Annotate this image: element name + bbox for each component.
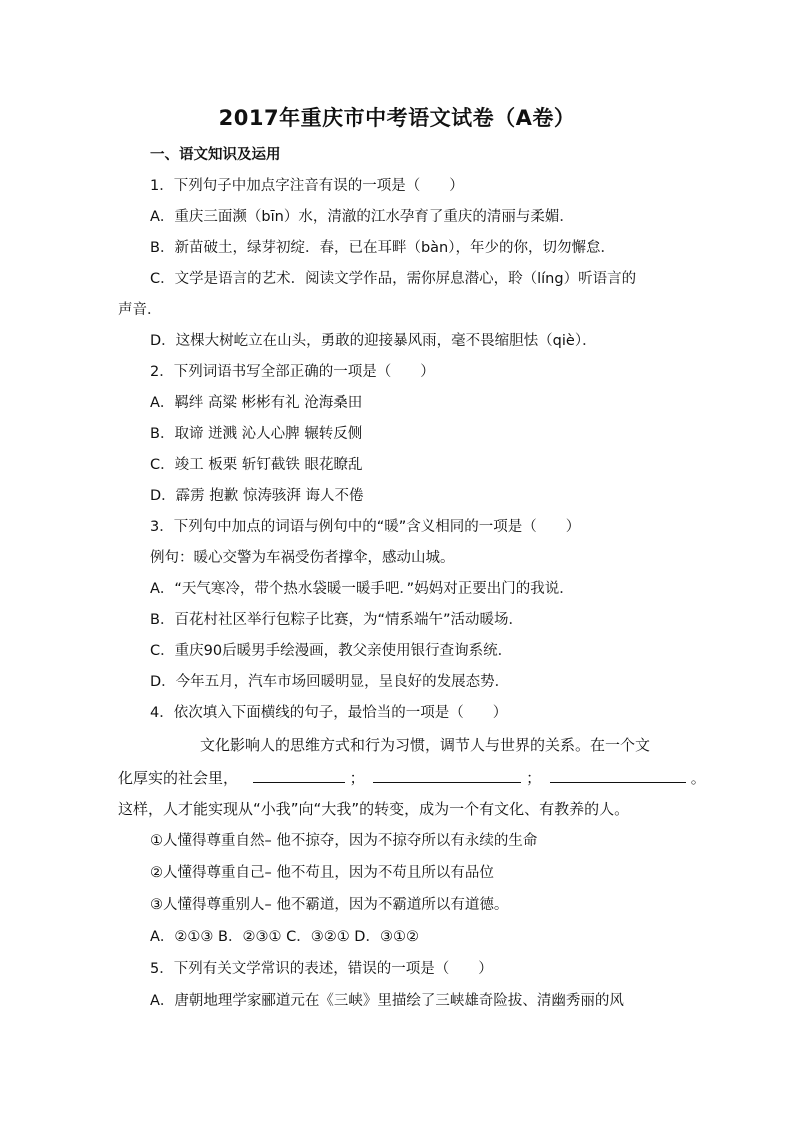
q4-passage-line2 <box>118 768 706 787</box>
q4-separator-2: ； <box>526 769 542 787</box>
q4-separator-1: ； <box>349 769 365 787</box>
q3-stem: 3．下列句中加点的词语与例句中的“暖”含义相同的一项是（ ） <box>150 519 581 535</box>
q2-option-c: C．竣工 板栗 斩钉截铁 眼花瞭乱 <box>150 457 363 473</box>
fill-blank-3[interactable] <box>550 768 686 783</box>
q3-example: 例句：暖心交警为车祸受伤者撑伞，感动山城。 <box>150 550 455 566</box>
q1-option-c-cont: 声音． <box>118 302 162 318</box>
q1-option-c: C．文学是语言的艺术．阅读文学作品，需你屏息潜心，聆（líng）听语言的 <box>150 271 637 287</box>
q4-sentence-2: ②人懂得尊重自己– 他不苟且，因为不苟且所以有品位 <box>150 865 494 881</box>
q2-stem: 2．下列词语书写全部正确的一项是（ ） <box>150 364 435 380</box>
fill-blank-1[interactable] <box>253 768 345 783</box>
q3-option-d: D．今年五月，汽车市场回暖明显，呈良好的发展态势． <box>150 674 510 690</box>
q2-option-d: D．霹雳 抱歉 惊涛骇湃 诲人不倦 <box>150 488 364 504</box>
q4-sentence-1: ①人懂得尊重自然– 他不掠夺，因为不掠夺所以有永续的生命 <box>150 833 538 849</box>
q4-choices: A．②①③ B．②③① C．③②① D．③①② <box>150 929 419 945</box>
q2-option-b: B．取谛 迸溅 沁人心脾 辗转反侧 <box>150 426 363 442</box>
q4-passage-line3: 这样，人才能实现从“小我”向“大我”的转变，成为一个有文化、有教养的人。 <box>118 800 630 818</box>
q1-option-d: D．这棵大树屹立在山头，勇敢的迎接暴风雨，毫不畏缩胆怯（qiè）． <box>150 333 597 349</box>
page-title: 2017年重庆市中考语文试卷（A卷） <box>218 106 576 130</box>
q3-option-c: C．重庆90后暖男手绘漫画，教父亲使用银行查询系统． <box>150 643 513 659</box>
q1-option-a: A．重庆三面濒（bīn）水，清澈的江水孕育了重庆的清丽与柔媚． <box>150 209 574 225</box>
q4-stem: 4．依次填入下面横线的句子，最恰当的一项是（ ） <box>150 705 508 721</box>
q5-option-a: A．唐朝地理学家郦道元在《三峡》里描绘了三峡雄奇险拔、清幽秀丽的风 <box>150 993 624 1009</box>
fill-blank-2[interactable] <box>373 768 521 783</box>
q4-passage-end: 。 <box>690 769 706 787</box>
q2-option-a: A．羁绊 高粱 彬彬有礼 沧海桑田 <box>150 395 363 411</box>
q4-passage-prefix: 化厚实的社会里， <box>118 769 239 787</box>
q3-option-b: B．百花村社区举行包粽子比赛，为“情系端午”活动暖场． <box>150 612 523 628</box>
q1-stem: 1．下列句子中加点字注音有误的一项是（ ） <box>150 178 464 194</box>
section-heading: 一、语文知识及运用 <box>150 147 281 163</box>
q5-stem: 5．下列有关文学常识的表述，错误的一项是（ ） <box>150 961 493 977</box>
q4-sentence-3: ③人懂得尊重别人– 他不霸道，因为不霸道所以有道德。 <box>150 897 509 913</box>
q1-option-b: B．新苗破土，绿芽初绽．春，已在耳畔（bàn），年少的你，切勿懈怠． <box>150 240 615 256</box>
q4-passage-line1: 文化影响人的思维方式和行为习惯，调节人与世界的关系。在一个文 <box>200 736 651 754</box>
q3-option-a: A．“天气寒冷，带个热水袋暖一暖手吧．”妈妈对正要出门的我说． <box>150 581 574 597</box>
